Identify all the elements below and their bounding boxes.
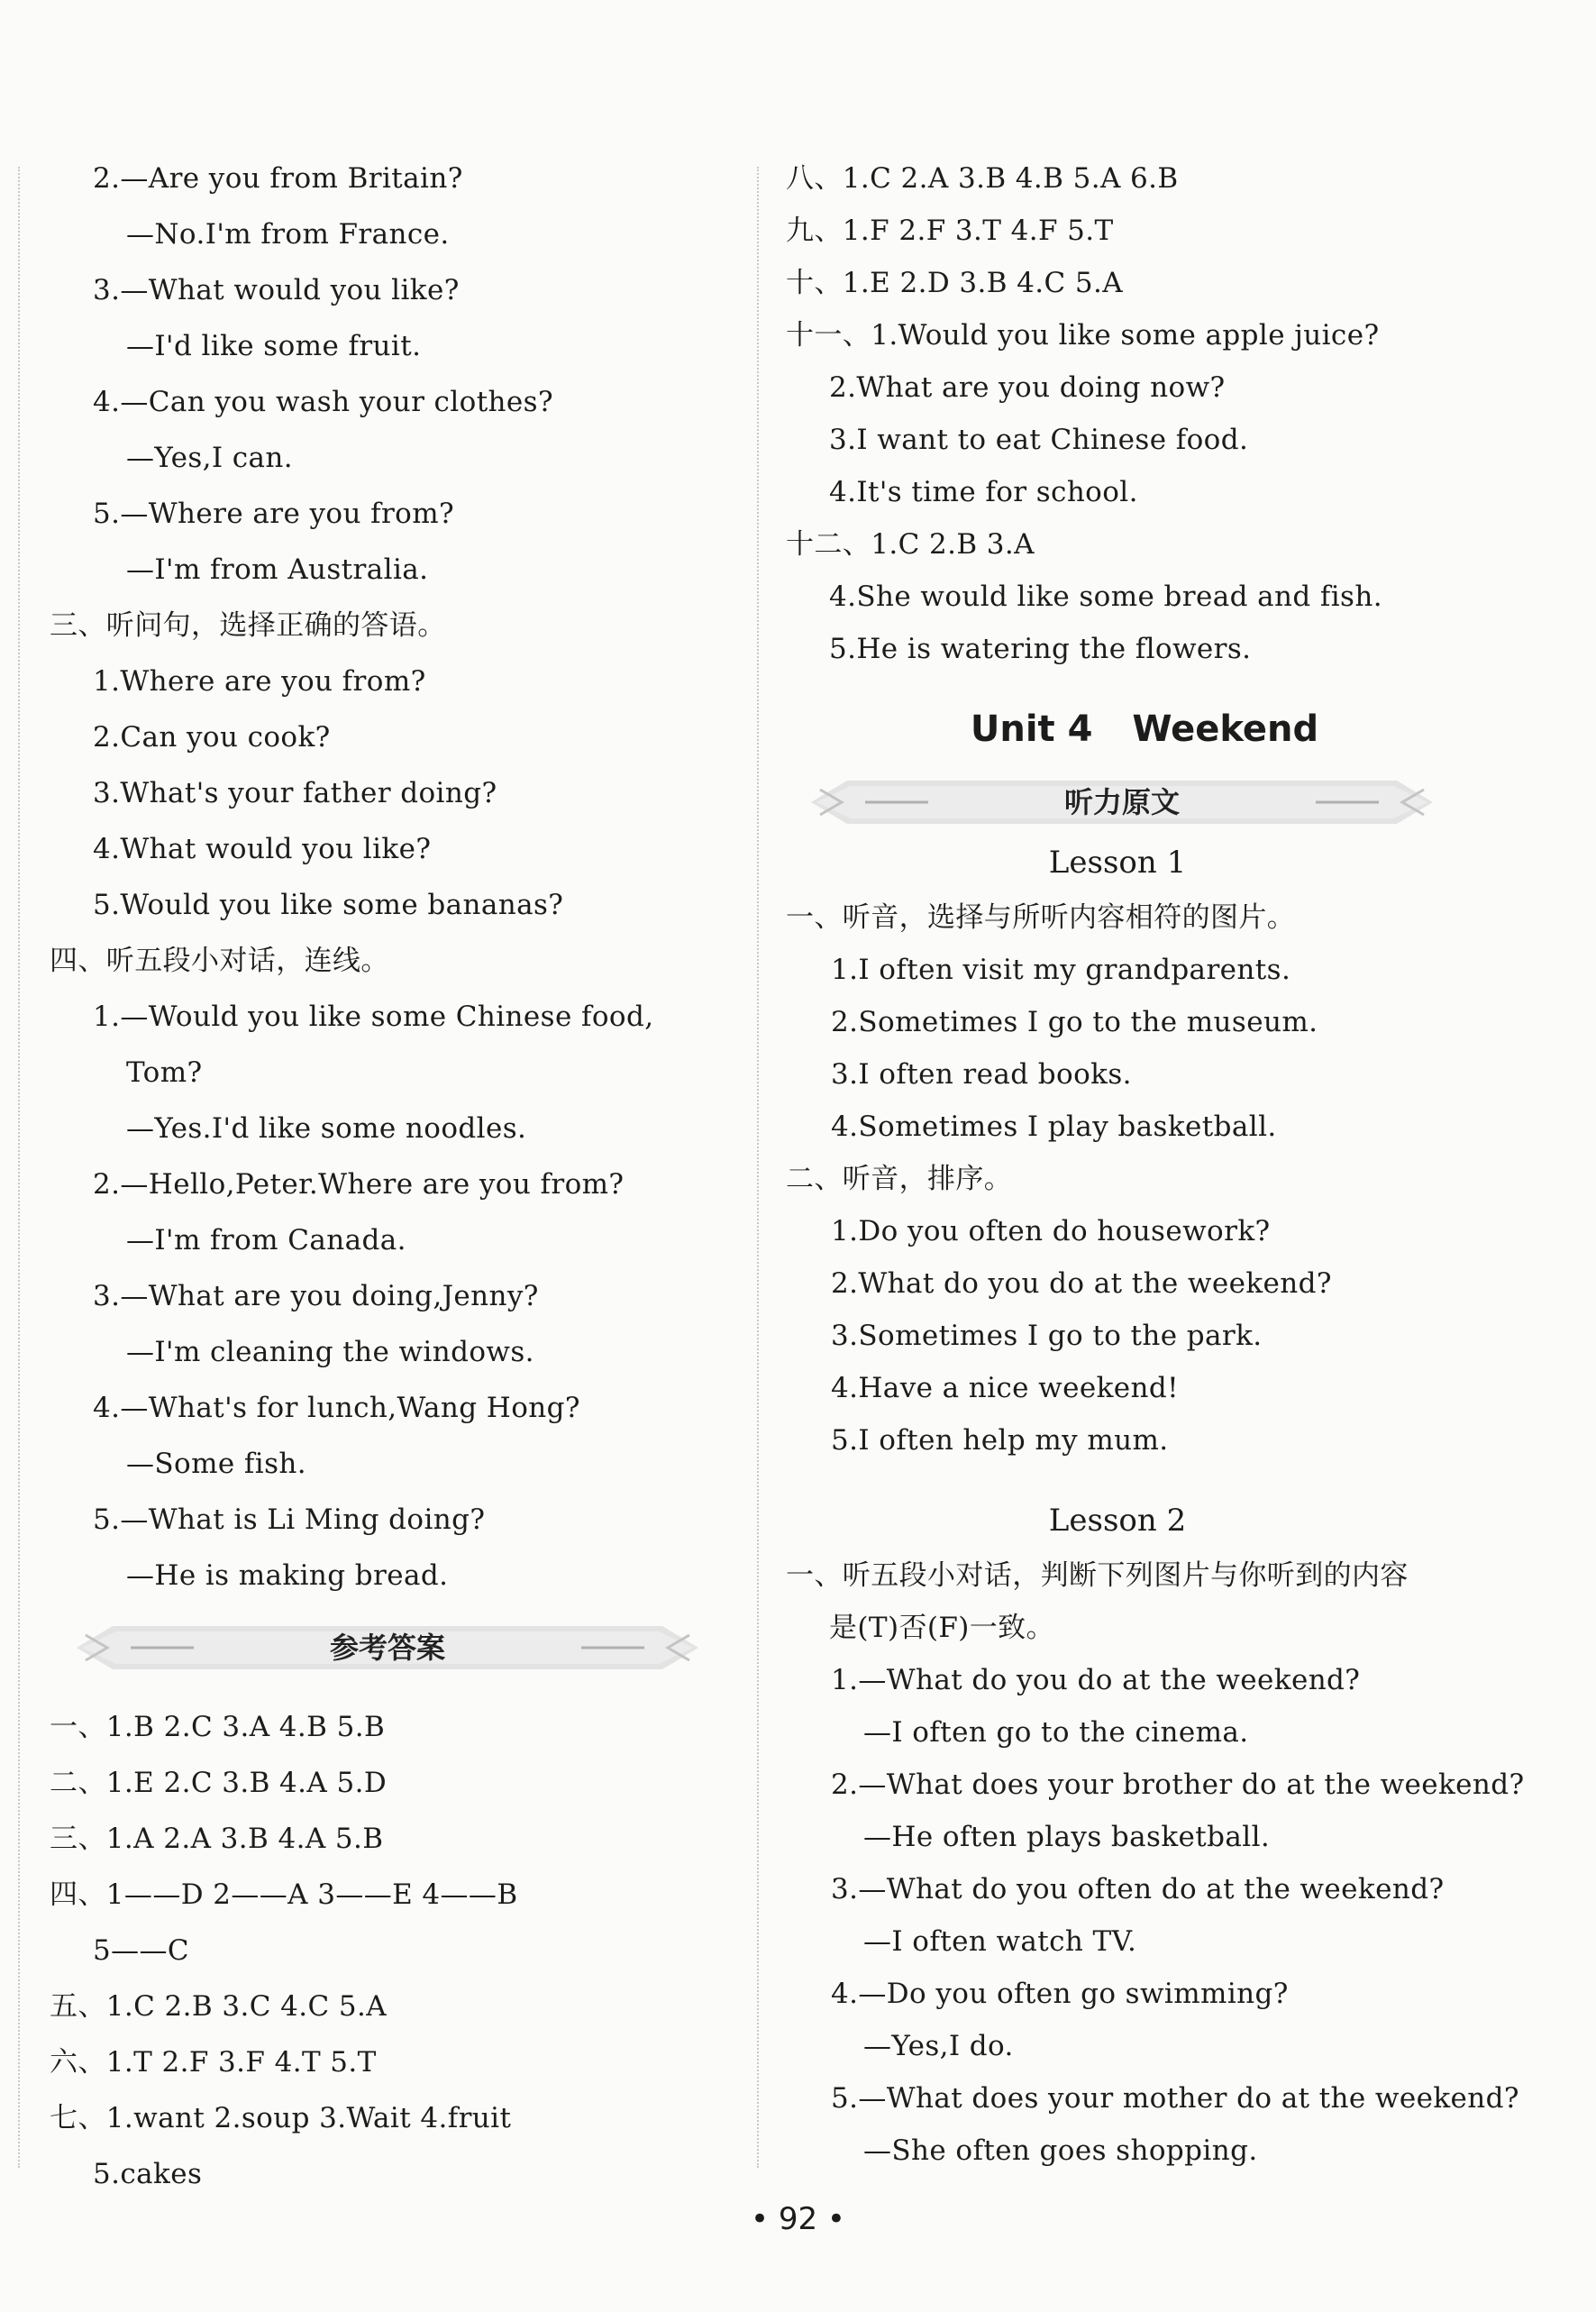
dialogue-line: —Yes.I'd like some noodles. xyxy=(126,1112,527,1145)
question-item: 3.I often read books. xyxy=(831,1058,1132,1091)
answer-row: 九、1.F 2.F 3.T 4.F 5.T xyxy=(786,215,1114,247)
section-heading: 四、听五段小对话，连线。 xyxy=(50,945,389,977)
column-divider xyxy=(757,167,759,2168)
dialogue-line: —Yes,I can. xyxy=(126,442,294,474)
answer-row: 4.She would like some bread and fish. xyxy=(829,580,1382,613)
answer-row: 十二、1.C 2.B 3.A xyxy=(786,528,1035,561)
answer-row: 七、1.want 2.soup 3.Wait 4.fruit xyxy=(50,2102,512,2134)
dialogue-line: 2.—Are you from Britain? xyxy=(93,162,463,195)
dialogue-line: 5.—What does your mother do at the weekend? xyxy=(831,2082,1519,2115)
dialogue-line: 2.—Hello,Peter.Where are you from? xyxy=(93,1168,625,1201)
dialogue-line: 4.—Can you wash your clothes? xyxy=(93,386,553,418)
dialogue-line: 3.—What do you often do at the weekend? xyxy=(831,1873,1445,1905)
dialogue-line: —I'm from Canada. xyxy=(126,1224,406,1257)
answer-row: 二、1.E 2.C 3.B 4.A 5.D xyxy=(50,1767,388,1799)
question-item: 4.What would you like? xyxy=(93,833,432,865)
answers-banner-title: 参考答案 xyxy=(329,1631,445,1665)
answer-row: 5.cakes xyxy=(93,2158,203,2190)
answer-row: 一、1.B 2.C 3.A 4.B 5.B xyxy=(50,1711,386,1743)
section-heading: 一、听五段小对话，判断下列图片与你听到的内容 xyxy=(786,1559,1409,1592)
dialogue-line: —I'd like some fruit. xyxy=(126,330,422,362)
question-item: 2.Sometimes I go to the museum. xyxy=(831,1006,1318,1038)
answer-row: 四、1——D 2——A 3——E 4——B xyxy=(50,1878,518,1911)
answer-row: 五、1.C 2.B 3.C 4.C 5.A xyxy=(50,1990,388,2023)
dialogue-line: 4.—Do you often go swimming? xyxy=(831,1978,1289,2010)
dialogue-line: —Yes,I do. xyxy=(863,2030,1014,2062)
dialogue-line: —I often go to the cinema. xyxy=(863,1716,1249,1749)
question-item: 1.Where are you from? xyxy=(93,665,426,698)
script-banner xyxy=(811,777,1433,827)
dialogue-line: 3.—What are you doing,Jenny? xyxy=(93,1280,539,1312)
dialogue-line: —Some fish. xyxy=(126,1448,307,1480)
lesson-title: Lesson 1 xyxy=(1048,845,1187,881)
question-item: 5.Would you like some bananas? xyxy=(93,889,564,921)
dialogue-line: 5.—Where are you from? xyxy=(93,498,455,530)
answer-row: 3.I want to eat Chinese food. xyxy=(829,424,1249,456)
lesson-title: Lesson 2 xyxy=(1048,1503,1187,1539)
question-item: 4.Have a nice weekend! xyxy=(831,1372,1180,1404)
answer-row: 5——C xyxy=(93,1934,190,1967)
answer-row: 4.It's time for school. xyxy=(829,476,1138,508)
answer-row: 十、1.E 2.D 3.B 4.C 5.A xyxy=(786,267,1124,299)
question-item: 1.I often visit my grandparents. xyxy=(831,954,1291,986)
dialogue-line: 1.—What do you do at the weekend? xyxy=(831,1664,1361,1696)
section-heading: 一、听音，选择与所听内容相符的图片。 xyxy=(786,901,1296,934)
page-number: • 92 • xyxy=(751,2201,845,2237)
question-item: 4.Sometimes I play basketball. xyxy=(831,1110,1277,1143)
dialogue-line: —He often plays basketball. xyxy=(863,1821,1271,1853)
dialogue-line: —I often watch TV. xyxy=(863,1925,1137,1958)
dialogue-line: —He is making bread. xyxy=(126,1559,449,1592)
section-heading: 三、听问句，选择正确的答语。 xyxy=(50,609,446,642)
answer-row: 三、1.A 2.A 3.B 4.A 5.B xyxy=(50,1823,384,1855)
question-item: 1.Do you often do housework? xyxy=(831,1215,1271,1247)
unit-number: Unit 4 xyxy=(970,708,1093,750)
dialogue-line: —No.I'm from France. xyxy=(126,218,450,251)
answer-row: 六、1.T 2.F 3.F 4.T 5.T xyxy=(50,2046,377,2079)
dialogue-line: —I'm cleaning the windows. xyxy=(126,1336,534,1368)
unit-title xyxy=(901,707,1388,752)
answer-row: 十一、1.Would you like some apple juice? xyxy=(786,319,1380,352)
question-item: 5.I often help my mum. xyxy=(831,1424,1169,1457)
left-margin-rule xyxy=(18,167,20,2168)
dialogue-line: —She often goes shopping. xyxy=(863,2134,1258,2167)
dialogue-line: 4.—What's for lunch,Wang Hong? xyxy=(93,1392,580,1424)
answer-row: 2.What are you doing now? xyxy=(829,371,1226,404)
question-item: 3.What's your father doing? xyxy=(93,777,497,809)
dialogue-line: 1.—Would you like some Chinese food, xyxy=(93,1001,654,1033)
question-item: 2.What do you do at the weekend? xyxy=(831,1267,1332,1300)
question-item: 3.Sometimes I go to the park. xyxy=(831,1320,1263,1352)
answers-banner xyxy=(77,1622,698,1673)
question-item: 2.Can you cook? xyxy=(93,721,331,754)
answer-row: 5.He is watering the flowers. xyxy=(829,633,1252,665)
script-banner-title: 听力原文 xyxy=(1063,785,1180,819)
dialogue-line: Tom? xyxy=(126,1056,203,1089)
dialogue-line: 2.—What does your brother do at the weekend? xyxy=(831,1768,1525,1801)
dialogue-line: 5.—What is Li Ming doing? xyxy=(93,1503,486,1536)
section-heading: 是(T)否(F)一致。 xyxy=(829,1612,1054,1644)
dialogue-line: 3.—What would you like? xyxy=(93,274,460,306)
dialogue-line: —I'm from Australia. xyxy=(126,553,429,586)
section-heading: 二、听音，排序。 xyxy=(786,1163,1013,1195)
unit-name: Weekend xyxy=(1132,708,1319,750)
answer-row: 八、1.C 2.A 3.B 4.B 5.A 6.B xyxy=(786,162,1179,195)
